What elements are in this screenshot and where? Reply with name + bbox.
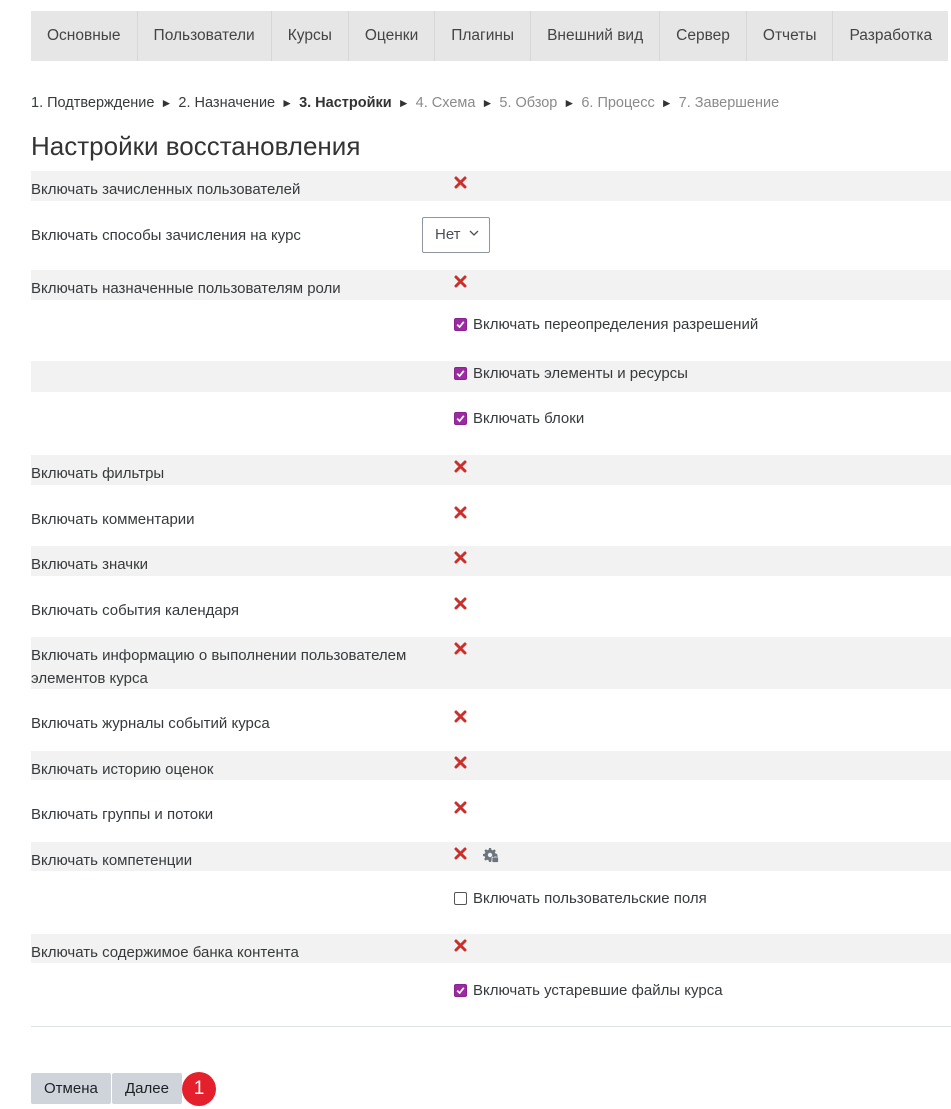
tab-reports[interactable]: Отчеты (747, 11, 834, 61)
setting-row-enrol-methods (31, 201, 951, 270)
restore-progress-breadcrumb (31, 95, 779, 111)
cross-icon (454, 460, 468, 474)
setting-label: Включать содержимое банка контента (31, 944, 299, 961)
setting-row-activities (31, 361, 951, 392)
setting-label: Включать информацию о выполнении пользователем элементов курса (31, 647, 407, 687)
admin-tabs (31, 11, 948, 61)
tab-server[interactable]: Сервер (660, 11, 747, 61)
cancel-button[interactable]: Отмена (31, 1073, 111, 1104)
step-destination: 2. Назначение (178, 95, 276, 111)
setting-row-completion (31, 637, 951, 689)
checkbox-label: Включать элементы и ресурсы (473, 365, 688, 382)
step-number-badge: 1 (182, 1072, 216, 1106)
setting-row-badges (31, 546, 951, 576)
step-complete: 7. Завершение (678, 95, 780, 111)
checkbox-label: Включать блоки (473, 410, 585, 427)
next-button[interactable]: Далее (112, 1073, 182, 1104)
step-confirm: 1. Подтверждение (31, 95, 155, 111)
step-process: 6. Процесс (581, 95, 655, 111)
tab-appearance[interactable]: Внешний вид (531, 11, 660, 61)
checkbox-checked-icon[interactable] (454, 984, 467, 997)
setting-label: Включать назначенные пользователям роли (31, 280, 341, 297)
step-separator: ► (160, 96, 173, 110)
setting-row-enrolled-users (31, 171, 951, 201)
setting-row-content-bank (31, 934, 951, 963)
setting-row-legacy-files (31, 963, 951, 1021)
setting-row-calendar (31, 576, 951, 637)
step-separator: ► (563, 96, 576, 110)
enrol-methods-select[interactable] (422, 217, 490, 253)
select-value: Нет (435, 226, 461, 243)
tab-development[interactable]: Разработка (833, 11, 948, 61)
checkbox-label: Включать устаревшие файлы курса (473, 982, 723, 999)
form-divider (31, 1026, 951, 1027)
setting-label: Включать группы и потоки (31, 806, 214, 823)
cross-icon (454, 756, 468, 770)
blocks-checkbox[interactable] (454, 410, 584, 427)
setting-row-custom-fields (31, 871, 951, 934)
checkbox-checked-icon[interactable] (454, 412, 467, 425)
setting-row-logs (31, 689, 951, 751)
setting-label: Включать историю оценок (31, 761, 214, 778)
setting-label: Включать комментарии (31, 511, 195, 528)
setting-label: Включать значки (31, 556, 149, 573)
cross-icon (454, 642, 468, 656)
step-separator: ► (481, 96, 494, 110)
setting-label: Включать способы зачисления на курс (31, 227, 301, 244)
step-schema: 4. Схема (415, 95, 476, 111)
checkbox-label: Включать пользовательские поля (473, 890, 707, 907)
tab-users[interactable]: Пользователи (138, 11, 272, 61)
cross-icon (454, 801, 468, 815)
tab-general[interactable]: Основные (31, 11, 138, 61)
setting-label: Включать события календаря (31, 602, 240, 619)
cross-icon (454, 939, 468, 953)
cross-icon (454, 710, 468, 724)
checkbox-unchecked-icon[interactable] (454, 892, 467, 905)
cross-icon (454, 847, 468, 861)
setting-row-role-assignments (31, 270, 951, 300)
cross-icon (454, 176, 468, 190)
chevron-down-icon (469, 226, 479, 243)
tab-grades[interactable]: Оценки (349, 11, 435, 61)
setting-row-filters (31, 455, 951, 485)
setting-label: Включать журналы событий курса (31, 715, 270, 732)
setting-row-competencies (31, 842, 951, 871)
setting-row-permission-overrides (31, 300, 951, 361)
step-review: 5. Обзор (499, 95, 558, 111)
setting-label: Включать компетенции (31, 852, 193, 869)
cross-icon (454, 275, 468, 289)
setting-label: Включать зачисленных пользователей (31, 181, 301, 198)
setting-row-groups (31, 780, 951, 842)
step-settings-current: 3. Настройки (299, 95, 392, 111)
checkbox-checked-icon[interactable] (454, 367, 467, 380)
setting-label: Включать фильтры (31, 465, 165, 482)
cross-icon (454, 597, 468, 611)
step-separator: ► (397, 96, 410, 110)
page-title: Настройки восстановления (31, 131, 361, 161)
setting-row-blocks (31, 392, 951, 455)
permission-overrides-checkbox[interactable] (454, 316, 758, 333)
setting-row-comments (31, 485, 951, 546)
checkbox-checked-icon[interactable] (454, 318, 467, 331)
activities-checkbox[interactable] (454, 365, 688, 382)
tab-plugins[interactable]: Плагины (435, 11, 531, 61)
gear-lock-icon (482, 847, 498, 863)
tab-courses[interactable]: Курсы (272, 11, 349, 61)
cross-icon (454, 506, 468, 520)
step-separator: ► (660, 96, 673, 110)
checkbox-label: Включать переопределения разрешений (473, 316, 759, 333)
custom-fields-checkbox[interactable] (454, 890, 707, 907)
cross-icon (454, 551, 468, 565)
step-separator: ► (281, 96, 294, 110)
legacy-files-checkbox[interactable] (454, 982, 723, 999)
setting-row-grade-history (31, 751, 951, 780)
